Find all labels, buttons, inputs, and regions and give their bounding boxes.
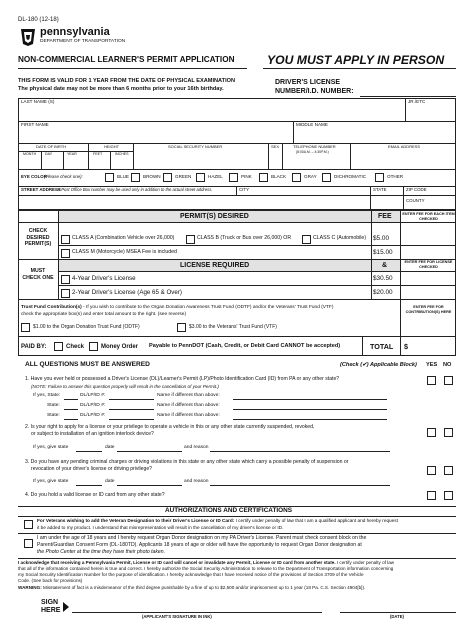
q3-yes-checkbox[interactable] [427, 466, 436, 475]
eye-green-label: GREEN [175, 174, 192, 179]
keystone-logo [18, 27, 38, 47]
last-name-label: LAST NAME (S) [21, 99, 55, 104]
question-2-line-2: or subject to installation of an ignition interlock device? [31, 431, 154, 437]
warning-text [18, 586, 365, 591]
acknowledge-text-1 [18, 561, 394, 566]
eye-hazel-label: HAZEL [208, 174, 223, 179]
q1-dl-3-label: DL/LP/ID #: [80, 413, 106, 418]
title-rule [18, 68, 247, 69]
four-year-fee: $30.50 [373, 275, 393, 282]
organ-text-2: Parent/Guardian Consent Form (DL-180TD). Applicants 18 years of age or older will have the opportunity to request Organ Donor designation at [37, 542, 362, 548]
q2-date-label: date [105, 445, 115, 450]
odtf-label: $1.00 to the Organ Donation Trust Fund (ODTF) [33, 324, 140, 330]
questions-header: ALL QUESTIONS MUST BE ANSWERED [25, 361, 150, 368]
permits-header: PERMIT(S) DESIRED [180, 213, 249, 220]
height-feet-label: FEET [93, 152, 103, 156]
q3-date-label: date [105, 479, 115, 484]
ssn-field[interactable] [134, 151, 267, 168]
first-name-field[interactable] [19, 129, 292, 142]
phone-hours-label: (8:00A.M. – 4:30P.M.) [296, 150, 329, 154]
must-check-label: MUST CHECK ONE [22, 268, 54, 281]
q3-date-field[interactable] [117, 485, 182, 486]
sign-arrow-icon [63, 602, 69, 612]
trust-fund-text-2: check the appropriate box(s) and enter total amount to the right. (see reverse) [21, 312, 187, 317]
q4-no-checkbox[interactable] [444, 491, 453, 500]
eye-color-label: EYE COLOR [21, 174, 47, 179]
permits-fee-hint: ENTER FEE FOR EACH ITEM CHECKED [402, 212, 455, 221]
q4-yes-checkbox[interactable] [427, 491, 436, 500]
acknowledge-text-2: that all of the information contained herein is true and correct. I hereby authorize the Social Security Administration to release to the Department of Transportation information concerning [18, 566, 394, 571]
street-address-hint: - A Post Office Box number may be used only in addition to the actual street address. [55, 187, 213, 192]
q3-state-field[interactable] [76, 485, 102, 486]
trust-fund-desc: - If you wish to contribute to the Organ Donation Awareness Trust Fund (ODTF) and/or the Veterans' Trust Fund (VTF) [81, 305, 334, 310]
yes-header: YES [426, 362, 438, 368]
total-field[interactable] [412, 339, 454, 354]
acknowledge-text-4: Code. (See back for provisions) [18, 578, 83, 583]
veterans-bold-text: For Veterans wishing to add the Veteran Designation to their Driver's License or ID Card: [37, 518, 235, 523]
q1-dl-3-field[interactable] [109, 419, 154, 420]
organ-text-3: the Photo Center at the time they have their photo taken. [37, 549, 165, 555]
q2-state-label: If yes, give state [33, 445, 69, 450]
q2-date-field[interactable] [117, 451, 182, 452]
eye-black-label: BLACK [271, 174, 287, 179]
eye-other-checkbox[interactable] [375, 173, 384, 182]
no-header: NO [443, 362, 452, 368]
vtf-label: $3.00 to the Veterans' Trust Fund (VTF) [189, 324, 277, 330]
dob-year-label: YEAR [67, 152, 77, 156]
q1-state-1-field[interactable] [64, 399, 78, 400]
class-a-checkbox[interactable] [61, 235, 70, 244]
q1-name-2-label: Name if different than above: [157, 403, 220, 408]
q1-dl-1-field[interactable] [109, 399, 154, 400]
eye-dichromatic-checkbox[interactable] [322, 173, 331, 182]
eye-brown-label: BROWN [143, 174, 161, 179]
form-id: DL-180 (12-18) [18, 17, 59, 23]
eye-pink-checkbox[interactable] [229, 173, 238, 182]
eye-color-hint: (Please check one): [44, 174, 83, 179]
two-year-checkbox[interactable] [61, 289, 70, 298]
telephone-label: TELEPHONE NUMBER [293, 144, 336, 149]
four-year-checkbox[interactable] [61, 275, 70, 284]
department-name: DEPARTMENT OF TRANSPORTATION [40, 39, 126, 44]
q1-name-3-field[interactable] [233, 419, 387, 420]
check-payment-checkbox[interactable] [54, 342, 63, 351]
county-label: COUNTY [406, 198, 425, 203]
date-field[interactable] [340, 596, 456, 612]
organ-donor-checkbox[interactable] [24, 539, 33, 548]
height-inches-label: INCHES [115, 152, 129, 156]
paid-by-label: PAID BY: [21, 344, 47, 350]
question-1: 1. Have you ever held or possessed a Driver's License (DL)/Learner's Permit (LP)/Photo Identification Card (ID) from PA or any other state? [25, 376, 340, 382]
dob-day-label: DAY [45, 152, 53, 156]
four-year-label: 4-Year Driver's License [72, 275, 136, 282]
dob-month-label: MONTH [23, 152, 37, 156]
license-number-field[interactable] [360, 96, 456, 97]
q3-reason-label: and reason [184, 479, 209, 484]
eye-hazel-checkbox[interactable] [196, 173, 205, 182]
q2-no-checkbox[interactable] [444, 428, 453, 437]
odtf-checkbox[interactable] [21, 323, 30, 332]
check-payment-label: Check [66, 344, 85, 350]
q2-state-field[interactable] [76, 451, 102, 452]
date-caption: (DATE) [390, 614, 404, 619]
question-3-line-1: 3. Do you have any pending criminal charges or driving violations in this state or any other state which carry a possible penalty of suspension or [25, 459, 349, 465]
signature-caption: (APPLICANT'S SIGNATURE IN INK) [142, 614, 212, 619]
license-number-label-2: NUMBER/I.D. NUMBER: [275, 88, 354, 95]
trust-fee-hint: ENTER FEE FOR CONTRIBUTION(S) HERE [405, 305, 452, 314]
first-name-label: FIRST NAME [21, 122, 49, 127]
vtf-checkbox[interactable] [177, 323, 186, 332]
q1-dl-1-label: DL/LP/ID #: [80, 393, 106, 398]
q1-dl-2-field[interactable] [109, 409, 154, 410]
class-m-fee: $15.00 [373, 249, 393, 256]
license-number-label-1: DRIVER'S LICENSE [275, 79, 341, 86]
zip-label: ZIP CODE [406, 187, 427, 192]
class-b-label: CLASS B (Truck or Bus over 26,000) OR [197, 235, 292, 241]
eye-pink-label: PINK [241, 174, 252, 179]
money-order-label: Money Order [101, 344, 139, 350]
q1-name-2-field[interactable] [233, 409, 387, 410]
organ-text-1: I am under the age of 18 years and I hereby request Organ Donor designation on my PA Driver's License. Parent must check consent block on the [37, 535, 367, 541]
trust-fund-text-1 [21, 306, 333, 311]
check-desired-label: CHECK DESIRED PERMIT(S) [24, 228, 52, 247]
eye-blue-checkbox[interactable] [105, 173, 114, 182]
email-label: EMAIL ADDRESS [388, 144, 421, 149]
validity-line-2: The physical date may not be more than 6 months prior to your 16th birthday. [18, 86, 224, 92]
q2-yes-checkbox[interactable] [427, 428, 436, 437]
trust-fund-title: Trust Fund Contribution(s) [21, 305, 82, 310]
q1-state-1-label: If yes, State: [33, 393, 61, 398]
ssn-label: SOCIAL SECURITY NUMBER [168, 144, 223, 149]
license-fee-hint: ENTER FEE FOR LICENSE CHECKED [404, 260, 453, 269]
class-c-label: CLASS C (Automobile) [313, 235, 367, 241]
question-3-line-2: revocation of your driver's license or driving privilege? [31, 466, 153, 472]
q1-name-1-label: Name if different than above: [157, 393, 220, 398]
eye-blue-label: BLUE [117, 174, 130, 179]
q3-state-label: If yes, give state [33, 479, 69, 484]
total-dollar: $ [404, 342, 408, 351]
acknowledge-text-3: my Social Security Identification Number for the purpose of identification. I hereby acknowledge that I have received notice of the provisions of Section 3709 of the Vehicle [18, 572, 364, 577]
q1-state-3-field[interactable] [64, 419, 78, 420]
acknowledge-certify-text: I certify under penalty of law [335, 560, 395, 565]
class-b-checkbox[interactable] [186, 235, 195, 244]
two-year-label: 2-Year Driver's License (Age 65 & Over) [72, 289, 182, 296]
class-abc-fee: $5.00 [373, 235, 389, 242]
validity-line-1: THIS FORM IS VALID FOR 1 YEAR FROM THE DATE OF PHYSICAL EXAMINATION [18, 78, 236, 84]
money-order-checkbox[interactable] [89, 342, 98, 351]
class-a-label: CLASS A (Combination Vehicle over 26,000) [72, 235, 175, 241]
q1-state-3-label: State: [47, 413, 60, 418]
veterans-text-1 [37, 519, 398, 524]
q1-state-2-label: State: [47, 403, 60, 408]
fee-header: FEE [378, 213, 392, 220]
sex-label: SEX [271, 144, 280, 149]
middle-name-label: MIDDLE NAME [296, 122, 328, 127]
license-required-header: LICENSE REQUIRED [180, 262, 250, 269]
class-c-checkbox[interactable] [302, 235, 311, 244]
q1-no-checkbox[interactable] [444, 376, 453, 385]
applicable-note: (Check (✔) Applicable Block) [340, 362, 417, 368]
veterans-text-2: it be added to my product. I understand that misrepresentation will result in the cancellation of my driver's license or ID. [37, 525, 284, 530]
class-m-label: CLASS M (Motorcycle) MSEA Fee is included [72, 249, 177, 255]
here-label: HERE [41, 607, 61, 614]
q1-name-3-label: Name if different than above: [157, 413, 220, 418]
question-2-line-1: 2. Is your right to apply for a license or your privilege to operate a vehicle in this or any other state currently suspended, revoked, [25, 424, 315, 430]
total-label: TOTAL [370, 342, 394, 351]
last-name-field[interactable] [19, 106, 404, 120]
jr-label: JR./ETC [408, 99, 426, 104]
height-label: HEIGHT [104, 144, 120, 149]
street-address-label: STREET ADDRESS [21, 187, 61, 192]
q2-reason-field[interactable] [210, 451, 390, 452]
form-title: NON-COMMERCIAL LEARNER'S PERMIT APPLICATION [18, 55, 235, 64]
warning-body: Misstatement of fact is a misdemeanor of the third degree punishable by a fine of up to $2,500 and/or imprisonment up to 1 year (18 Pa. C.S. Section 4904[b]). [41, 585, 366, 590]
title-rule-right [263, 68, 456, 69]
question-4: 4. Do you hold a valid license or ID card from any other state? [25, 492, 165, 498]
authorizations-header: AUTHORIZATIONS AND CERTIFICATIONS [165, 507, 292, 514]
email-field[interactable] [351, 151, 455, 168]
veterans-certify-text: I certify under penalty of law that I am a qualified applicant and hereby request [234, 518, 398, 523]
q1-state-2-field[interactable] [64, 409, 78, 410]
eye-green-checkbox[interactable] [163, 173, 172, 182]
veteran-designation-checkbox[interactable] [24, 520, 33, 529]
eye-black-checkbox[interactable] [259, 173, 268, 182]
eye-gray-checkbox[interactable] [292, 173, 301, 182]
state-label: STATE [373, 187, 387, 192]
eye-dichromatic-label: DICHROMATIC [334, 174, 367, 179]
street-address-field[interactable] [19, 197, 369, 209]
q1-name-1-field[interactable] [233, 399, 387, 400]
q3-reason-field[interactable] [210, 485, 390, 486]
warning-label: WARNING: [18, 585, 42, 590]
city-label: CITY [239, 187, 250, 192]
eye-brown-checkbox[interactable] [131, 173, 140, 182]
in-person-notice: YOU MUST APPLY IN PERSON [267, 53, 445, 67]
q3-no-checkbox[interactable] [444, 466, 453, 475]
q1-yes-checkbox[interactable] [427, 376, 436, 385]
signature-field[interactable] [72, 596, 322, 612]
q2-reason-label: and reason [184, 445, 209, 450]
acknowledge-bold-text: I acknowledge that receiving a Pennsylvania Permit, License or ID card will cancel or invalidate any Permit, License or ID card from another state. [18, 560, 336, 565]
class-m-checkbox[interactable] [61, 249, 70, 258]
q1-dl-2-label: DL/LP/ID #: [80, 403, 106, 408]
question-1-note: (NOTE: Failure to answer this question properly will result in the cancellation of your Permit.) [31, 384, 219, 389]
signature-line [72, 612, 322, 613]
date-line [340, 612, 456, 613]
sign-label: SIGN [41, 599, 59, 606]
eye-other-label: OTHER [387, 174, 404, 179]
dob-label: DATE OF BIRTH [36, 144, 67, 149]
two-year-fee: $20.00 [373, 289, 393, 296]
license-fee-symbol: & [382, 262, 388, 269]
payable-note: Payable to PennDOT (Cash, Credit, or Debit Card CANNOT be accepted) [149, 343, 341, 349]
state-name: pennsylvania [40, 26, 110, 38]
eye-gray-label: GRAY [304, 174, 317, 179]
